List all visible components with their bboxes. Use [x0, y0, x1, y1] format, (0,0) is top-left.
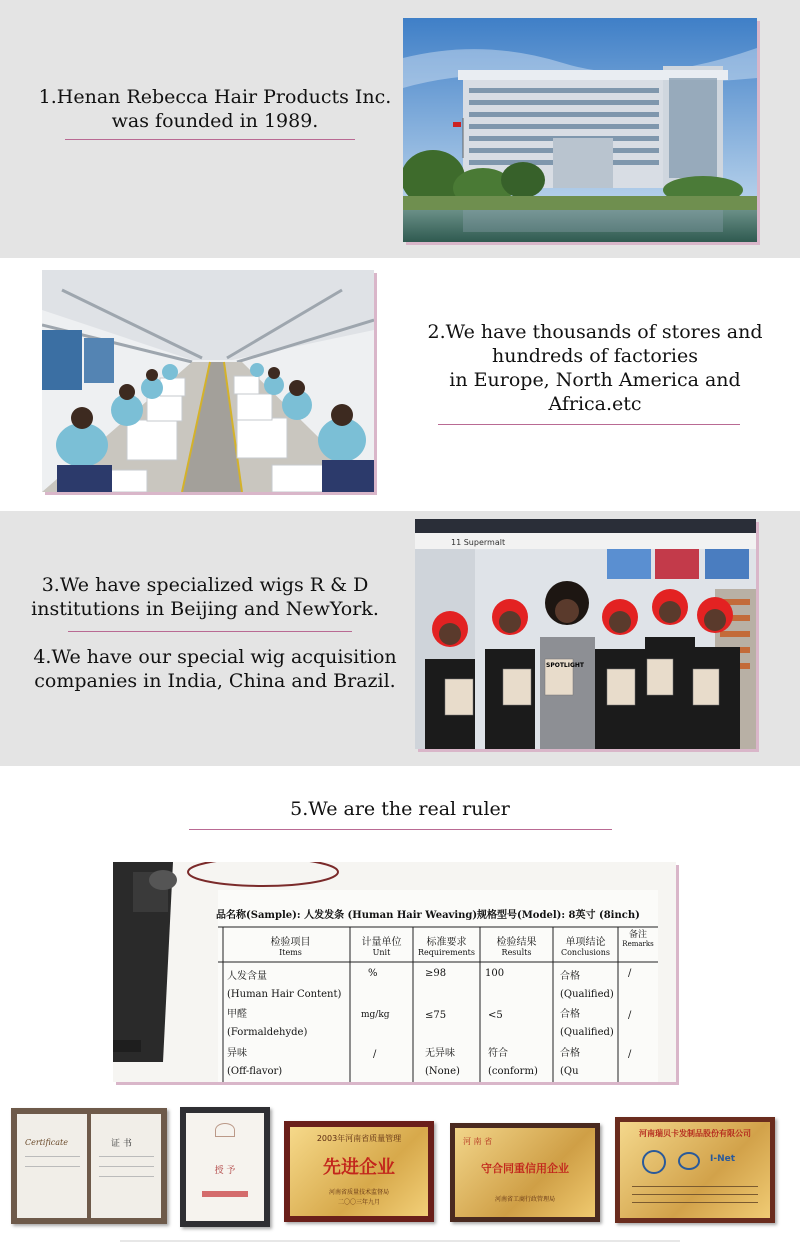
ruler-divider: [189, 829, 612, 830]
stores-line-4: Africa.etc: [548, 393, 642, 415]
rd-line-1: 3.We have specialized wigs R & D: [41, 574, 369, 596]
stores-line-3: in Europe, North America and: [449, 369, 741, 391]
certificate-1: [11, 1108, 167, 1224]
report-header-items: 检验项目 Items: [270, 937, 311, 957]
founded-divider: [65, 139, 355, 140]
acquisition-line-2: companies in India, China and Brazil.: [34, 670, 396, 692]
rd-line-2: institutions in Beijing and NewYork.: [31, 598, 379, 620]
founded-caption: [30, 85, 400, 133]
report-model-label: 规格型号(Model): 8英寸 (8inch): [477, 910, 640, 921]
certificate-2: [180, 1107, 270, 1227]
report-header-conclusions: 单项结论 Conclusions: [560, 937, 611, 957]
stores-line-2: hundreds of factories: [492, 345, 698, 367]
report-row-3-result: 符合 (conform): [488, 1048, 538, 1077]
report-row-3-unit: /: [373, 1049, 377, 1060]
report-header-results: 检验结果 Results: [496, 937, 537, 957]
plaque-3-logo-text: I-Net: [710, 1154, 736, 1164]
plaque-2-main-text: 守合同重信用企业: [481, 1162, 569, 1175]
stores-divider: [438, 424, 740, 425]
plaque-2-issuer: 河南省工商行政管理局: [494, 1196, 555, 1203]
report-row-2-remark: /: [628, 1010, 632, 1021]
report-row-3-item: 异味 (Off-flavor): [227, 1048, 283, 1077]
report-row-2-req: ≤75: [425, 1010, 447, 1021]
acquisition-caption: [25, 645, 405, 693]
plaque-1-issuer: 河南省质量技术监督局: [328, 1189, 389, 1196]
store-sign: 11 Supermalt: [451, 538, 506, 547]
ruler-title: 5.We are the real ruler: [290, 798, 510, 820]
report-row-1-conclusion: 合格 (Qualified): [560, 971, 614, 1000]
report-sample-label: 品名称(Sample): 人发发条 (Human Hair Weaving): [216, 910, 478, 921]
plaque-3-badge-icon: [642, 1150, 666, 1174]
rd-caption: [25, 573, 385, 621]
report-row-2-item: 甲醛 (Formaldehyde): [227, 1009, 308, 1038]
report-row-2-unit: mg/kg: [361, 1010, 390, 1020]
report-row-1-remark: /: [628, 968, 632, 979]
plaque-quality-management: [284, 1121, 434, 1222]
plaque-3-globe-icon: [678, 1152, 700, 1170]
founded-line-1: 1.Henan Rebecca Hair Products Inc.: [38, 86, 392, 108]
plaque-3-main-text: 河南瑞贝卡发制品股份有限公司: [639, 1129, 751, 1138]
plaque-contract-credit: [450, 1123, 600, 1222]
plaque-1-top-text: 2003年河南省质量管理: [316, 1134, 402, 1143]
report-row-1-unit: %: [368, 968, 378, 979]
founded-line-2: was founded in 1989.: [111, 110, 319, 132]
stores-line-1: 2.We have thousands of stores and: [427, 321, 763, 343]
report-row-3-remark: /: [628, 1049, 632, 1060]
plaque-1-date: 二〇〇三年九月: [337, 1199, 380, 1206]
store-team-photo: [415, 519, 756, 749]
report-header-requirements: 标准要求 Requirements: [418, 937, 475, 957]
report-row-2-result: <5: [488, 1010, 503, 1021]
stores-caption: [410, 320, 780, 416]
certificate-2-title: 授 予: [214, 1166, 236, 1176]
report-row-1-result: 100: [485, 968, 505, 979]
certificate-1-cn-title: 证 书: [111, 1139, 132, 1149]
factory-photo: [42, 270, 374, 492]
plaque-inet-certification: [615, 1117, 775, 1223]
magazine-title: SPOTLIGHT: [546, 662, 585, 669]
report-row-3-req: 无异味 (None): [425, 1048, 460, 1077]
report-row-2-conclusion: 合格 (Qualified): [560, 1009, 614, 1038]
plaque-1-main-text: 先进企业: [323, 1157, 395, 1178]
rd-divider: [68, 631, 352, 632]
report-row-1-item: 人发含量 (Human Hair Content): [227, 971, 342, 1000]
plaque-2-top-text: 河 南 省: [463, 1137, 493, 1146]
certificate-1-title: Certificate: [25, 1138, 68, 1147]
report-row-1-req: ≥98: [425, 968, 447, 979]
acquisition-line-1: 4.We have our special wig acquisition: [33, 646, 397, 668]
report-header-remarks: 备注 Remarks: [622, 930, 654, 948]
bottom-divider: [120, 1240, 680, 1242]
report-row-3-conclusion: 合格 (Qu: [560, 1048, 580, 1077]
headquarters-photo: [403, 18, 757, 242]
test-report-image: [113, 862, 676, 1082]
report-header-unit: 计量单位 Unit: [361, 937, 402, 957]
